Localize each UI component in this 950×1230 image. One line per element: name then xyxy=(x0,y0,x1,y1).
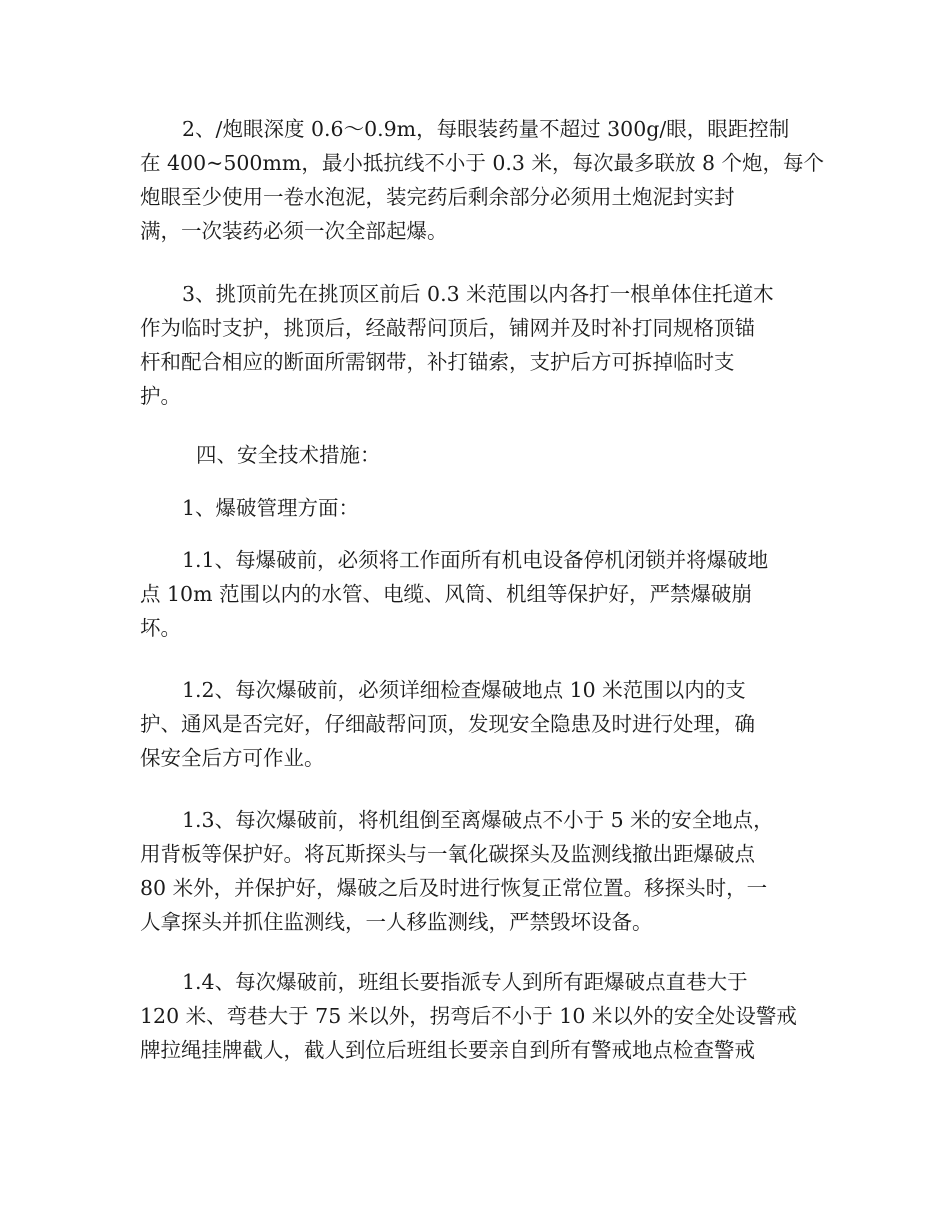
subsection-heading xyxy=(140,491,820,525)
paragraph-item-1-3 xyxy=(140,803,820,939)
text-line: 1.4、每次爆破前，班组长要指派专人到所有距爆破点直巷大于 xyxy=(182,970,748,994)
text-line: 1.2、每次爆破前，必须详细检查爆破地点 10 米范围以内的支 xyxy=(182,678,746,702)
text-line: 满，一次装药必须一次全部起爆。 xyxy=(140,219,448,243)
text-line: 坏。 xyxy=(140,616,181,640)
text-line: 80 米外，并保护好，爆破之后及时进行恢复正常位置。移探头时，一 xyxy=(140,876,768,900)
text-line: 在 400~500mm，最小抵抗线不小于 0.3 米，每次最多联放 8 个炮，每个 xyxy=(140,151,825,175)
text-line: 人拿探头并抓住监测线，一人移监测线，严禁毁坏设备。 xyxy=(140,910,653,934)
text-line: 炮眼至少使用一卷水泡泥，装完药后剩余部分必须用土炮泥封实封 xyxy=(140,185,735,209)
paragraph-item-1-1 xyxy=(140,543,820,645)
text-line: 牌拉绳挂牌截人，截人到位后班组长要亲自到所有警戒地点检查警戒 xyxy=(140,1038,755,1062)
text-line: 用背板等保护好。将瓦斯探头与一氧化碳探头及监测线撤出距爆破点 xyxy=(140,842,755,866)
text-line: 1.1、每爆破前，必须将工作面所有机电设备停机闭锁并将爆破地 xyxy=(182,548,769,572)
paragraph-blasting-parameters xyxy=(140,112,825,248)
text-line: 保安全后方可作业。 xyxy=(140,746,325,770)
text-line: 1.3、每次爆破前，将机组倒至离爆破点不小于 5 米的安全地点， xyxy=(182,808,774,832)
text-line: 杆和配合相应的断面所需钢带，补打锚索，支护后方可拆掉临时支 xyxy=(140,350,735,374)
text-line: 作为临时支护，挑顶后，经敲帮问顶后，铺网并及时补打同规格顶锚 xyxy=(140,316,755,340)
paragraph-item-1-2 xyxy=(140,673,820,775)
text-line: 120 米、弯巷大于 75 米以外，拐弯后不小于 10 米以外的安全处设警戒 xyxy=(140,1004,797,1028)
text-line: 3、挑顶前先在挑顶区前后 0.3 米范围以内各打一根单体住托道木 xyxy=(182,282,774,306)
text-line: 护、通风是否完好，仔细敲帮问顶，发现安全隐患及时进行处理，确 xyxy=(140,712,755,736)
text-line: 护。 xyxy=(140,384,181,408)
text-line: 2、/炮眼深度 0.6～0.9m，每眼装药量不超过 300g/眼，眼距控制 xyxy=(182,117,790,141)
paragraph-roof-support xyxy=(140,277,820,413)
paragraph-item-1-4 xyxy=(140,965,820,1067)
text-line: 点 10m 范围以内的水管、电缆、风筒、机组等保护好，严禁爆破崩 xyxy=(140,582,753,606)
heading-text: 1、爆破管理方面： xyxy=(182,496,360,520)
section-heading xyxy=(140,438,820,472)
heading-text: 四、安全技术措施： xyxy=(196,443,381,467)
